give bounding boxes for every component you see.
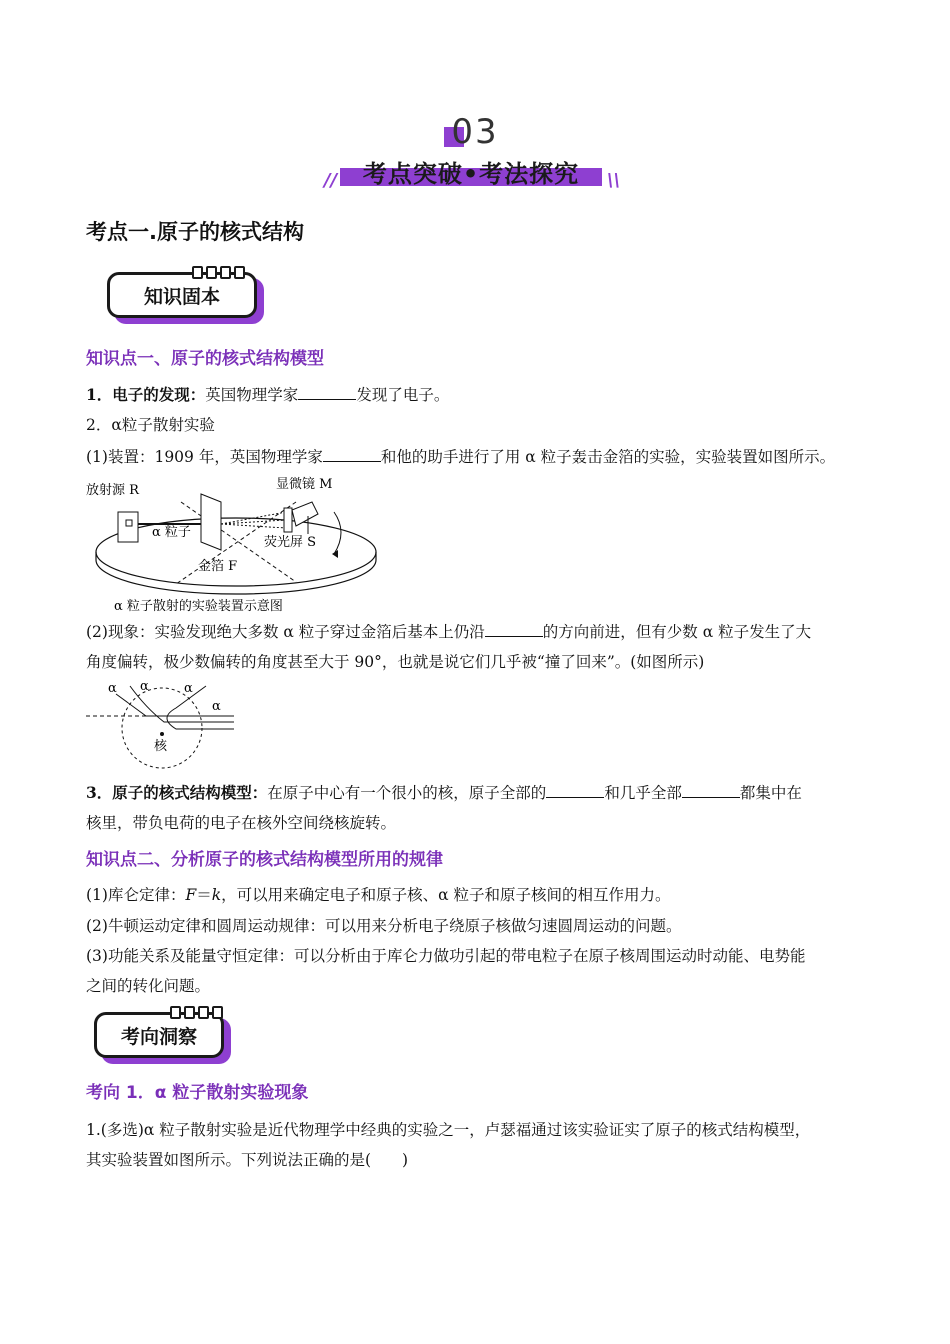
kp1-item1-label: 1．电子的发现： (86, 385, 206, 404)
question1-line2: 其实验装置如图所示。下列说法正确的是( ) (86, 1151, 409, 1169)
kp1-title: 知识点一、原子的核式结构模型 (86, 349, 324, 369)
kp1-item2-1-text-b: 和他的助手进行了用 α 粒子轰击金箔的实验，实验装置如图所示。 (380, 448, 836, 466)
label-source: 放射源 R (86, 483, 139, 498)
kp1-item2-2-text-a: (2)现象：实验发现绝大多数 α 粒子穿过金箔后基本上仍沿 (86, 623, 485, 641)
section-number: 03 (451, 112, 499, 152)
tag-direction-label: 考向洞察 (120, 1025, 197, 1048)
tag-knowledge-label: 知识固本 (143, 285, 220, 308)
kp1-item3-cont: 核里，带负电荷的电子在核外空间绕核旋转。 (86, 814, 397, 832)
kp2-symbol-k: k (211, 886, 222, 904)
nucleus-label: 核 (154, 739, 168, 754)
answer-blank[interactable] (682, 781, 740, 798)
kp2-title: 知识点二、分析原子的核式结构模型所用的规律 (86, 850, 443, 870)
alpha-label-3: α (184, 681, 193, 696)
kp1-item3 (86, 778, 876, 808)
kp1-item3-label: 3．原子的核式结构模型： (86, 783, 268, 802)
alpha-label-2: α (140, 679, 149, 694)
kp1-item1-text-b: 发现了电子。 (356, 386, 450, 404)
scattering-paths-figure (86, 678, 246, 770)
label-alpha-particle: α 粒子 (152, 525, 191, 540)
kp1-item1-text-a: 英国物理学家 (205, 386, 299, 404)
kp1-item3-text-c: 都集中在 (739, 784, 802, 802)
figure1-caption: α 粒子散射的实验装置示意图 (114, 599, 283, 614)
kp2-line4: 之间的转化问题。 (86, 977, 211, 995)
label-screen: 荧光屏 S (264, 535, 317, 550)
kp1-item1 (86, 380, 876, 410)
kp2-line1 (86, 880, 876, 910)
answer-blank[interactable] (546, 781, 604, 798)
kp2-line1-a: (1)库仑定律： (86, 886, 186, 904)
section-title: 考点一.原子的核式结构 (86, 220, 304, 244)
alpha-label-1: α (108, 681, 117, 696)
kp1-item2-1 (86, 442, 876, 472)
answer-blank[interactable] (485, 620, 543, 637)
kp1-item2-2 (86, 617, 876, 647)
tag-binder-icon (192, 266, 245, 279)
kp1-item2-1-text-a: (1)装置：1909 年，英国物理学家 (86, 448, 323, 466)
tag-binder-icon (170, 1006, 223, 1019)
label-foil: 金箔 F (198, 559, 238, 574)
kp2-symbol-f: F (185, 886, 197, 904)
answer-blank[interactable] (323, 445, 381, 462)
banner-right-deco: \\ (607, 170, 621, 191)
banner-title: 考点突破•考法探究 (362, 160, 580, 188)
question1-line1: 1.(多选)α 粒子散射实验是近代物理学中经典的实验之一，卢瑟福通过该实验证实了原子的核式结构模型， (86, 1121, 811, 1139)
kp1-item3-text-a: 在原子中心有一个很小的核，原子全部的 (267, 784, 547, 802)
scattering-apparatus-figure (86, 472, 386, 617)
dir1-title: 考向 1．α 粒子散射实验现象 (86, 1083, 309, 1103)
kp2-line1-b: ，可以用来确定电子和原子核、α 粒子和原子核间的相互作用力。 (221, 886, 671, 904)
banner-left-deco: // (324, 170, 338, 191)
kp2-line3: (3)功能关系及能量守恒定律：可以分析由于库仑力做功引起的带电粒子在原子核周围运动时动能、电势能 (86, 947, 806, 965)
answer-blank[interactable] (298, 383, 356, 400)
kp2-equals: ＝ (196, 886, 212, 904)
kp1-item2-2-cont: 角度偏转，极少数偏转的角度甚至大于 90°，也就是说它们几乎被“撞了回来”。(如图所示) (86, 653, 705, 671)
kp1-item2-2-text-b: 的方向前进，但有少数 α 粒子发生了大 (542, 623, 812, 641)
kp2-line2: (2)牛顿运动定律和圆周运动规律：可以用来分析电子绕原子核做匀速圆周运动的问题。 (86, 917, 682, 935)
label-microscope: 显微镜 M (276, 477, 333, 492)
alpha-label-4: α (212, 699, 221, 714)
kp1-item3-text-b: 和几乎全部 (604, 784, 682, 802)
kp1-item2: 2．α粒子散射实验 (86, 416, 215, 434)
